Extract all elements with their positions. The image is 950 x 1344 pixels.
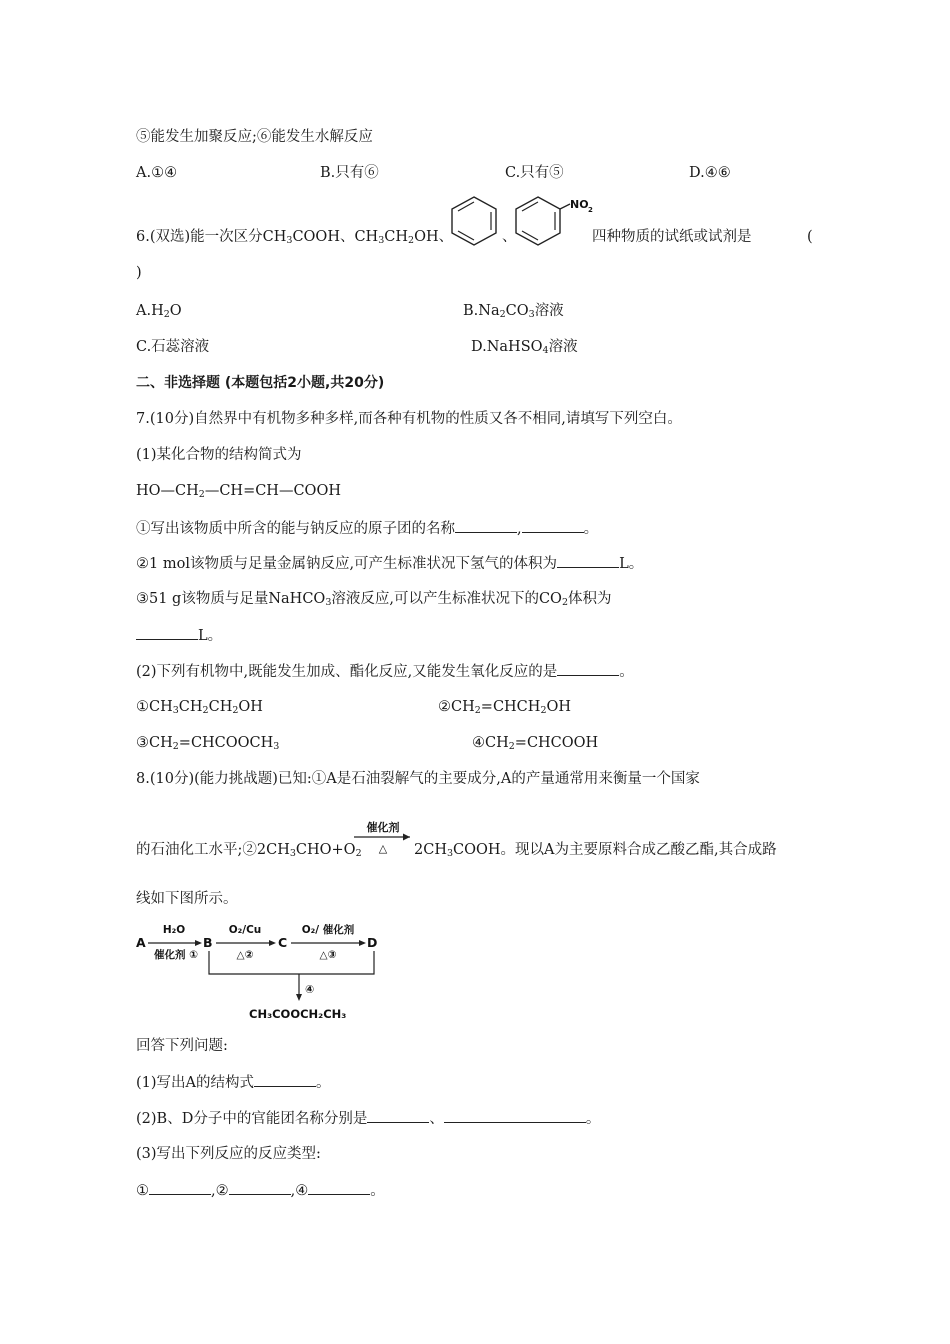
q6-stem-start: 6.(双选)能一次区分$CH_3COOH$、$CH_3CH_2OH$、 bbox=[136, 229, 454, 246]
q5-option-a: A.①④ bbox=[136, 165, 178, 181]
answer-blank[interactable] bbox=[455, 518, 517, 533]
answer-blank[interactable] bbox=[557, 553, 619, 568]
q5-option-c: C.只有⑤ bbox=[505, 165, 564, 181]
q7-part2: (2)下列有机物中,既能发生加成、酯化反应,又能发生氧化反应的是 。 bbox=[136, 661, 634, 682]
q8-question3-answers: ① ,② ,④ 。 bbox=[136, 1180, 385, 1201]
nitro-subscript: 2 bbox=[588, 206, 593, 214]
answer-blank[interactable] bbox=[444, 1108, 586, 1123]
step3-top: O₂/ 催化剂 bbox=[301, 924, 355, 936]
q6-option-d: D.NaHSO$_4$溶液 bbox=[471, 339, 578, 356]
q6-answer-paren-close: ) bbox=[136, 265, 142, 281]
q8-question1: (1)写出A的结构式 。 bbox=[136, 1072, 331, 1093]
q6-option-b: $B.Na_2CO_3$溶液 bbox=[463, 303, 564, 320]
q6-option-a: $A.H_2O$ bbox=[136, 303, 182, 320]
q5-option-d: D.④⑥ bbox=[689, 165, 731, 181]
answer-blank[interactable] bbox=[229, 1180, 291, 1195]
node-d: D bbox=[367, 935, 378, 950]
nitro-label: NO bbox=[570, 198, 589, 211]
q6-answer-paren-open: ( bbox=[807, 229, 813, 245]
step3-bottom: △③ bbox=[319, 949, 337, 961]
q6-stem-end: 四种物质的试纸或试剂是 bbox=[592, 229, 752, 245]
arrow-bottom-label: △ bbox=[378, 842, 388, 855]
q7-part1: (1)某化合物的结构简式为 bbox=[136, 447, 302, 463]
q7-sub2: ②1 mol该物质与足量金属钠反应,可产生标准状况下氢气的体积为 L。 bbox=[136, 553, 643, 574]
q7-formula: $HO—CH_2—CH=CH—COOH$ bbox=[136, 483, 341, 500]
step4-label: ④ bbox=[305, 983, 315, 996]
q7-sub1: ①写出该物质中所含的能与钠反应的原子团的名称 , 。 bbox=[136, 518, 598, 539]
q7-option-4: $④CH_2=CHCOOH$ bbox=[472, 735, 599, 752]
q8-question3: (3)写出下列反应的反应类型: bbox=[136, 1146, 321, 1162]
q6-option-c: C.石蕊溶液 bbox=[136, 339, 210, 355]
synthesis-route-diagram bbox=[132, 918, 392, 1026]
node-c: C bbox=[278, 935, 288, 950]
answer-blank[interactable] bbox=[367, 1108, 429, 1123]
q8-stem: 8.(10分)(能力挑战题)已知:①A是石油裂解气的主要成分,A的产量通常用来衡量一个国家 bbox=[136, 771, 700, 787]
q8-line2-right: $2CH_3COOH$。现以A为主要原料合成乙酸乙酯,其合成路 bbox=[414, 842, 777, 859]
q8-line3: 线如下图所示。 bbox=[136, 891, 238, 907]
step2-bottom: △② bbox=[236, 949, 254, 961]
q8-question2: (2)B、D分子中的官能团名称分别是 、 。 bbox=[136, 1108, 600, 1129]
q8-answer-prompt: 回答下列问题: bbox=[136, 1038, 228, 1054]
step2-top: O₂/Cu bbox=[228, 924, 262, 936]
step1-bottom: 催化剂 ① bbox=[153, 949, 199, 961]
q5-option-b: B.只有⑥ bbox=[320, 165, 379, 181]
node-a: A bbox=[136, 935, 146, 950]
q7-stem: 7.(10分)自然界中有机物多种多样,而各种有机物的性质又各不相同,请填写下列空白。 bbox=[136, 411, 682, 427]
q8-line2-left: 的石油化工水平$;②2CH_3CHO+O_2$ bbox=[136, 842, 362, 859]
reaction-arrow bbox=[352, 820, 414, 862]
nitrobenzene-ring bbox=[512, 195, 594, 247]
q5-properties-line: ⑤能发生加聚反应;⑥能发生水解反应 bbox=[136, 129, 373, 145]
q7-option-1: $①CH_3CH_2CH_2OH$ bbox=[136, 699, 263, 716]
answer-blank[interactable] bbox=[136, 625, 198, 640]
step1-top: H₂O bbox=[162, 924, 186, 936]
answer-blank[interactable] bbox=[308, 1180, 370, 1195]
q7-option-3: $③CH_2=CHCOOCH_3$ bbox=[136, 735, 280, 752]
q6-separator: 、 bbox=[502, 229, 517, 245]
q7-sub3: ③51 g该物质与足量NaHCO$_3$溶液反应,可以产生标准状况下的$CO_2$体积为 bbox=[136, 591, 612, 608]
answer-blank[interactable] bbox=[149, 1180, 211, 1195]
answer-blank[interactable] bbox=[557, 661, 619, 676]
benzene-ring bbox=[448, 195, 504, 247]
q7-sub3-answer: L。 bbox=[136, 625, 222, 646]
answer-blank[interactable] bbox=[522, 518, 584, 533]
q7-option-2: $②CH_2=CHCH_2OH$ bbox=[438, 699, 572, 716]
arrow-top-label: 催化剂 bbox=[366, 821, 400, 834]
section-title: 二、非选择题 (本题包括2小题,共20分) bbox=[136, 375, 385, 391]
node-b: B bbox=[203, 935, 213, 950]
answer-blank[interactable] bbox=[254, 1072, 316, 1087]
product-ethyl-acetate: CH₃COOCH₂CH₃ bbox=[249, 1007, 347, 1021]
